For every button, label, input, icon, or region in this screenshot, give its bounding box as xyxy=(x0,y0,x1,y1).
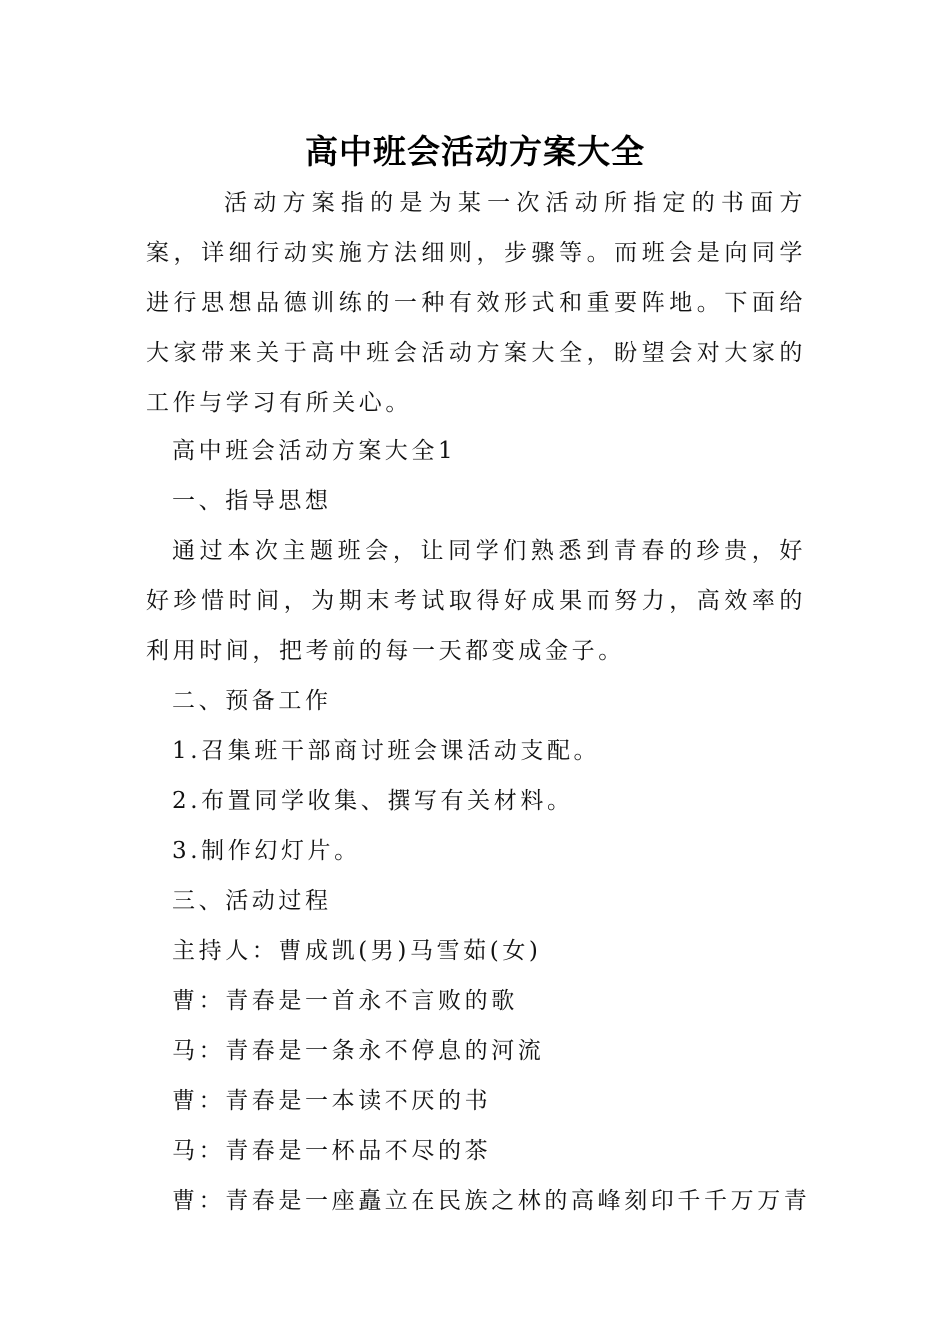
dialogue-line: 曹：青春是一座矗立在民族之林的高峰刻印千千万万青 xyxy=(172,1188,811,1214)
guide-paragraph: 通过本次主题班会，让同学们熟悉到青春的珍贵，好好珍惜时间，为期末考试取得好成果而努力，高效率的利用时间，把考前的每一天都变成金子。 xyxy=(146,538,806,664)
dialogue-line: 曹：青春是一首永不言败的歌 xyxy=(172,988,518,1014)
dialogue-line: 马：青春是一条永不停息的河流 xyxy=(172,1038,545,1064)
prep-heading: 二、预备工作 xyxy=(172,688,332,714)
section-heading: 高中班会活动方案大全1 xyxy=(172,438,457,464)
dialogue-line: 马：青春是一杯品不尽的茶 xyxy=(172,1138,492,1164)
intro-paragraph: 活动方案指的是为某一次活动所指定的书面方案，详细行动实施方法细则，步骤等。而班会是向同学进行思想品德训练的一种有效形式和重要阵地。下面给大家带来关于高中班会活动方案大全，盼望会对大家的工作与学习有所关心。 xyxy=(146,190,806,416)
dialogue-line: 曹：青春是一本读不厌的书 xyxy=(172,1088,492,1114)
document-title: 高中班会活动方案大全 xyxy=(305,132,645,171)
prep-item: 3.制作幻灯片。 xyxy=(172,838,361,864)
prep-item: 2.布置同学收集、撰写有关材料。 xyxy=(172,788,574,814)
guide-heading: 一、指导思想 xyxy=(172,488,332,514)
hosts-line: 主持人：曹成凯(男)马雪茹(女) xyxy=(172,938,542,964)
process-heading: 三、活动过程 xyxy=(172,888,332,914)
prep-item: 1.召集班干部商讨班会课活动支配。 xyxy=(172,738,601,764)
